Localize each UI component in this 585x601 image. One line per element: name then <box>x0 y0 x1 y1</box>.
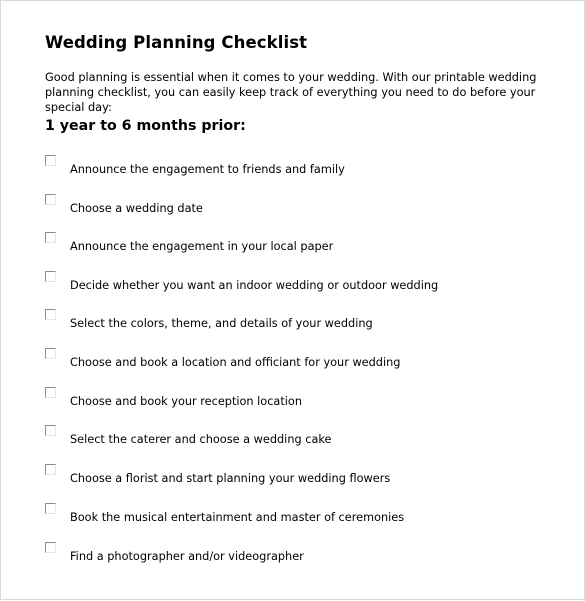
checklist-item-label: Choose a florist and start planning your wedding flowers <box>70 472 391 485</box>
checklist-item <box>45 387 545 417</box>
checkbox-icon[interactable] <box>45 464 56 475</box>
checkbox-icon[interactable] <box>45 155 56 166</box>
checklist-item-label: Select the colors, theme, and details of your wedding <box>70 317 373 330</box>
checklist-item-label: Decide whether you want an indoor wedding or outdoor wedding <box>70 279 439 292</box>
checkbox-icon[interactable] <box>45 348 56 359</box>
checklist-item-label: Select the caterer and choose a wedding cake <box>70 433 332 446</box>
checklist-item <box>45 309 545 339</box>
checklist-item-label: Find a photographer and/or videographer <box>70 550 304 563</box>
checkbox-icon[interactable] <box>45 194 56 205</box>
checkbox-icon[interactable] <box>45 425 56 436</box>
checklist-item <box>45 271 545 301</box>
intro-paragraph: Good planning is essential when it comes to your wedding. With our printable wedding planning checklist, you can easily keep track of everything you need to do before your special day: <box>45 71 537 114</box>
checklist-item-label: Choose a wedding date <box>70 202 203 215</box>
checkbox-icon[interactable] <box>45 387 56 398</box>
checkbox-icon[interactable] <box>45 503 56 514</box>
checklist-item <box>45 542 545 572</box>
checklist-item <box>45 425 545 455</box>
checklist-item-label: Announce the engagement in your local paper <box>70 240 334 253</box>
checkbox-icon[interactable] <box>45 271 56 282</box>
checklist-item <box>45 464 545 494</box>
checklist-item <box>45 232 545 262</box>
checklist-item <box>45 348 545 378</box>
checklist-item <box>45 503 545 533</box>
checklist <box>1 1 585 601</box>
checkbox-icon[interactable] <box>45 309 56 320</box>
checklist-item <box>45 194 545 224</box>
checkbox-icon[interactable] <box>45 542 56 553</box>
checkbox-icon[interactable] <box>45 232 56 243</box>
checklist-item-label: Choose and book a location and officiant for your wedding <box>70 356 401 369</box>
checklist-item-label: Announce the engagement to friends and family <box>70 163 345 176</box>
checklist-item <box>45 155 545 185</box>
section-heading: 1 year to 6 months prior: <box>45 118 246 134</box>
checklist-item-label: Book the musical entertainment and master of ceremonies <box>70 511 405 524</box>
page-title: Wedding Planning Checklist <box>45 33 308 52</box>
checklist-item-label: Choose and book your reception location <box>70 395 302 408</box>
